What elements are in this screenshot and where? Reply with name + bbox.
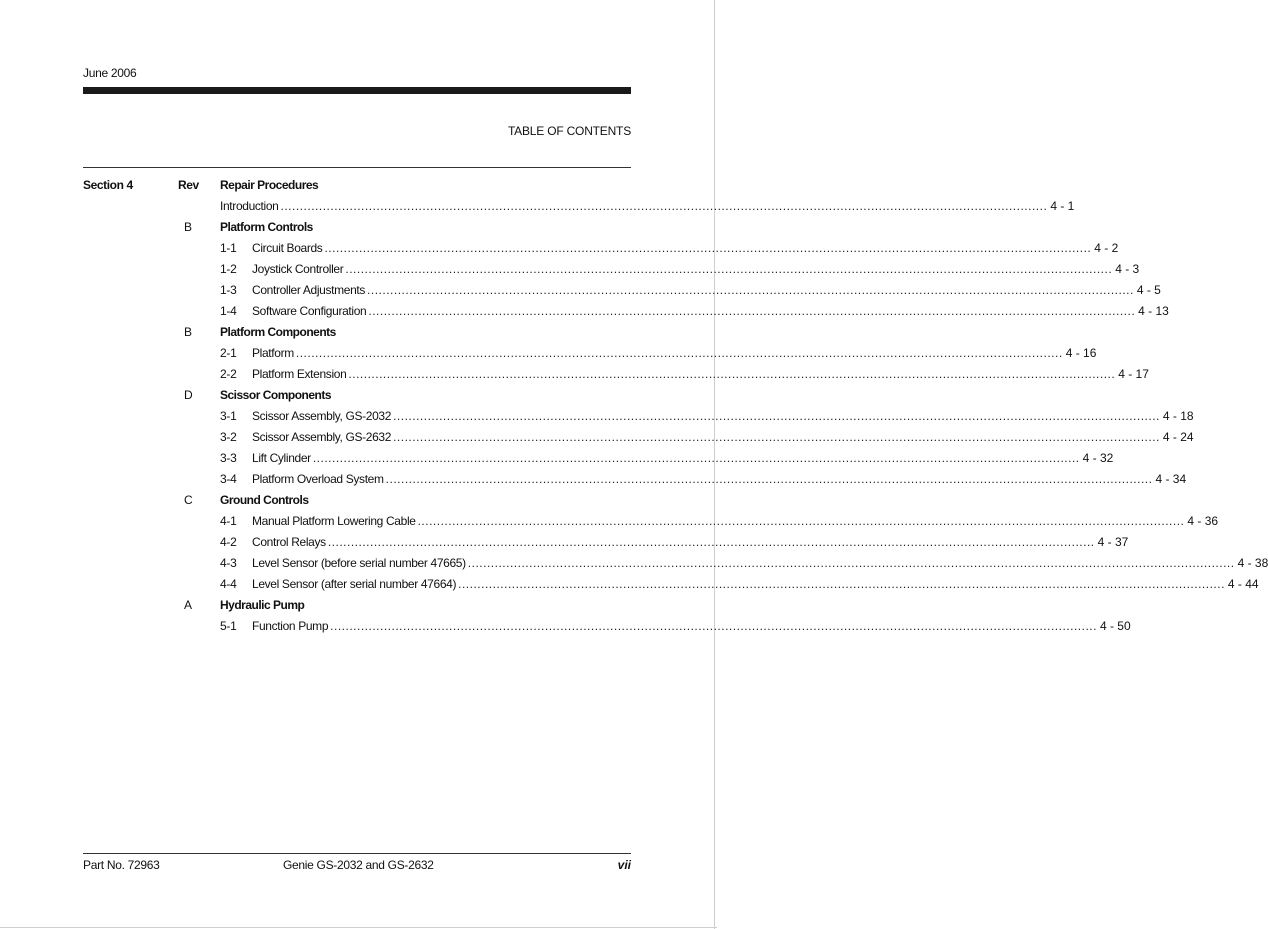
toc-heading: Hydraulic Pump xyxy=(220,598,305,612)
toc-entry-row[interactable] xyxy=(0,367,1149,383)
entry-title: Control Relays xyxy=(252,535,326,549)
toc-entry-row[interactable] xyxy=(0,304,1169,320)
entry-page-number: 4 - 36 xyxy=(1187,514,1219,528)
entry-page-number: 4 - 37 xyxy=(1097,535,1129,549)
entry-page-number: 4 - 38 xyxy=(1237,556,1268,570)
entry-title: Function Pump xyxy=(252,619,329,633)
entry-title: Lift Cylinder xyxy=(252,451,311,465)
toc-heading: Ground Controls xyxy=(220,493,309,507)
entry-number: 1-3 xyxy=(220,283,237,297)
toc-entry-row[interactable] xyxy=(0,451,1114,467)
dot-leader: ........................................................................................................................................................................................................ xyxy=(393,430,1160,444)
entry-page-number: 4 - 32 xyxy=(1082,451,1114,465)
toc-entry-row[interactable] xyxy=(0,262,1140,278)
dot-leader: ........................................................................................................................................................................................................ xyxy=(324,241,1092,255)
toc-entry[interactable] xyxy=(220,283,1161,297)
dot-leader: ........................................................................................................................................................................................................ xyxy=(330,619,1097,633)
toc-entry-row[interactable] xyxy=(0,346,1097,362)
toc-entry-row[interactable] xyxy=(0,535,1129,551)
entry-number: 4-4 xyxy=(220,577,237,591)
entry-title: Level Sensor (before serial number 47665) xyxy=(252,556,466,570)
entry-title: Circuit Boards xyxy=(252,241,323,255)
toc-title: TABLE OF CONTENTS xyxy=(507,124,631,138)
entry-page-number: 4 - 50 xyxy=(1099,619,1131,633)
toc-entry[interactable] xyxy=(220,535,1129,549)
toc-entry[interactable] xyxy=(220,367,1149,381)
entry-number: 2-1 xyxy=(220,346,237,360)
toc-entry[interactable] xyxy=(220,619,1131,633)
toc-entry-row[interactable] xyxy=(0,577,1259,593)
toc-entry[interactable] xyxy=(220,577,1259,591)
dot-leader: ........................................................................................................................................................................................................ xyxy=(458,577,1225,591)
entry-title: Software Configuration xyxy=(252,304,367,318)
toc-heading: Scissor Components xyxy=(220,388,332,402)
toc-heading-row xyxy=(0,493,717,509)
toc-entry[interactable] xyxy=(220,241,1119,255)
entry-title: Scissor Assembly, GS-2632 xyxy=(252,430,392,444)
toc-entry[interactable] xyxy=(220,304,1169,318)
entry-number: 1-4 xyxy=(220,304,237,318)
revision-code: B xyxy=(184,325,193,339)
dot-leader: ........................................................................................................................................................................................................ xyxy=(327,535,1095,549)
entry-title: Scissor Assembly, GS-2032 xyxy=(252,409,392,423)
header-bar xyxy=(83,87,631,94)
entry-title: Platform Overload System xyxy=(252,472,384,486)
toc-entry[interactable] xyxy=(220,346,1097,360)
entry-number: 1-1 xyxy=(220,241,237,255)
entry-page-number: 4 - 5 xyxy=(1136,283,1161,297)
entry-page-number: 4 - 16 xyxy=(1065,346,1097,360)
toc-entry-row[interactable] xyxy=(0,619,1131,635)
revision-code: A xyxy=(184,598,193,612)
toc-entry-row[interactable] xyxy=(0,241,1119,257)
entry-title: Level Sensor (after serial number 47664) xyxy=(252,577,457,591)
entry-number: 3-4 xyxy=(220,472,237,486)
entry-page-number: 4 - 24 xyxy=(1162,430,1194,444)
entry-number: 2-2 xyxy=(220,367,237,381)
dot-leader: ........................................................................................................................................................................................................ xyxy=(367,283,1134,297)
dot-leader: ........................................................................................................................................................................................................ xyxy=(393,409,1160,423)
entry-title: Platform Extension xyxy=(252,367,347,381)
entry-title: Platform xyxy=(252,346,294,360)
toc-entry-row[interactable] xyxy=(0,199,1075,215)
toc-entry-row[interactable] xyxy=(0,409,1194,425)
toc-heading-row xyxy=(0,220,717,236)
entry-title: Manual Platform Lowering Cable xyxy=(252,514,416,528)
toc-heading-row xyxy=(0,388,717,404)
entry-page-number: 4 - 34 xyxy=(1155,472,1187,486)
entry-page-number: 4 - 2 xyxy=(1094,241,1119,255)
toc-entry-row[interactable] xyxy=(0,283,1161,299)
dot-leader: ........................................................................................................................................................................................................ xyxy=(417,514,1185,528)
toc-entry[interactable] xyxy=(220,472,1187,486)
toc-entry-row[interactable] xyxy=(0,514,1219,530)
toc-heading: Platform Controls xyxy=(220,220,313,234)
entry-title: Introduction xyxy=(220,199,279,213)
dot-leader: ........................................................................................................................................................................................................ xyxy=(385,472,1153,486)
dot-leader: ........................................................................................................................................................................................................ xyxy=(280,199,1048,213)
entry-page-number: 4 - 44 xyxy=(1227,577,1259,591)
entry-number: 5-1 xyxy=(220,619,237,633)
toc-heading-row xyxy=(0,598,717,614)
header-date: June 2006 xyxy=(83,66,137,80)
dot-leader: ........................................................................................................................................................................................................ xyxy=(368,304,1136,318)
entry-number: 4-3 xyxy=(220,556,237,570)
entry-number: 4-1 xyxy=(220,514,237,528)
entry-page-number: 4 - 3 xyxy=(1115,262,1140,276)
entry-page-number: 4 - 13 xyxy=(1138,304,1169,318)
section-label: Section 4 xyxy=(83,178,133,192)
entry-page-number: 4 - 1 xyxy=(1050,199,1075,213)
entry-number: 4-2 xyxy=(220,535,237,549)
toc-entry[interactable] xyxy=(220,262,1140,276)
dot-leader: ........................................................................................................................................................................................................ xyxy=(348,367,1116,381)
toc-entry[interactable] xyxy=(220,199,1075,213)
toc-heading: Repair Procedures xyxy=(220,178,319,192)
rev-column-label: Rev xyxy=(178,178,199,192)
toc-entry-row[interactable] xyxy=(0,472,1187,488)
entry-page-number: 4 - 17 xyxy=(1118,367,1149,381)
entry-page-number: 4 - 18 xyxy=(1162,409,1194,423)
revision-code: D xyxy=(184,388,193,402)
dot-leader: ........................................................................................................................................................................................................ xyxy=(467,556,1235,570)
entry-title: Joystick Controller xyxy=(252,262,344,276)
revision-code: C xyxy=(184,493,193,507)
toc-entry[interactable] xyxy=(220,409,1194,423)
toc-entry[interactable] xyxy=(220,430,1194,444)
toc-heading-row xyxy=(0,325,717,341)
footer-part-number: Part No. 72963 xyxy=(83,858,160,872)
footer-page-number: vii xyxy=(617,858,631,872)
toc-divider xyxy=(83,167,631,168)
toc-entry[interactable] xyxy=(220,556,1268,570)
dot-leader: ........................................................................................................................................................................................................ xyxy=(345,262,1113,276)
dot-leader: ........................................................................................................................................................................................................ xyxy=(312,451,1080,465)
toc-entry[interactable] xyxy=(220,514,1219,528)
entry-title: Controller Adjustments xyxy=(252,283,366,297)
toc-entry-row[interactable] xyxy=(0,430,1194,446)
toc-entry-row[interactable] xyxy=(0,556,1268,572)
page-border xyxy=(0,927,717,928)
entry-number: 3-3 xyxy=(220,451,237,465)
entry-number: 1-2 xyxy=(220,262,237,276)
toc-heading-row xyxy=(0,178,717,194)
footer-divider xyxy=(83,853,631,854)
footer-model: Genie GS-2032 and GS-2632 xyxy=(283,858,434,872)
revision-code: B xyxy=(184,220,193,234)
dot-leader: ........................................................................................................................................................................................................ xyxy=(295,346,1063,360)
entry-number: 3-2 xyxy=(220,430,237,444)
toc-entry[interactable] xyxy=(220,451,1114,465)
entry-number: 3-1 xyxy=(220,409,237,423)
toc-heading: Platform Components xyxy=(220,325,336,339)
